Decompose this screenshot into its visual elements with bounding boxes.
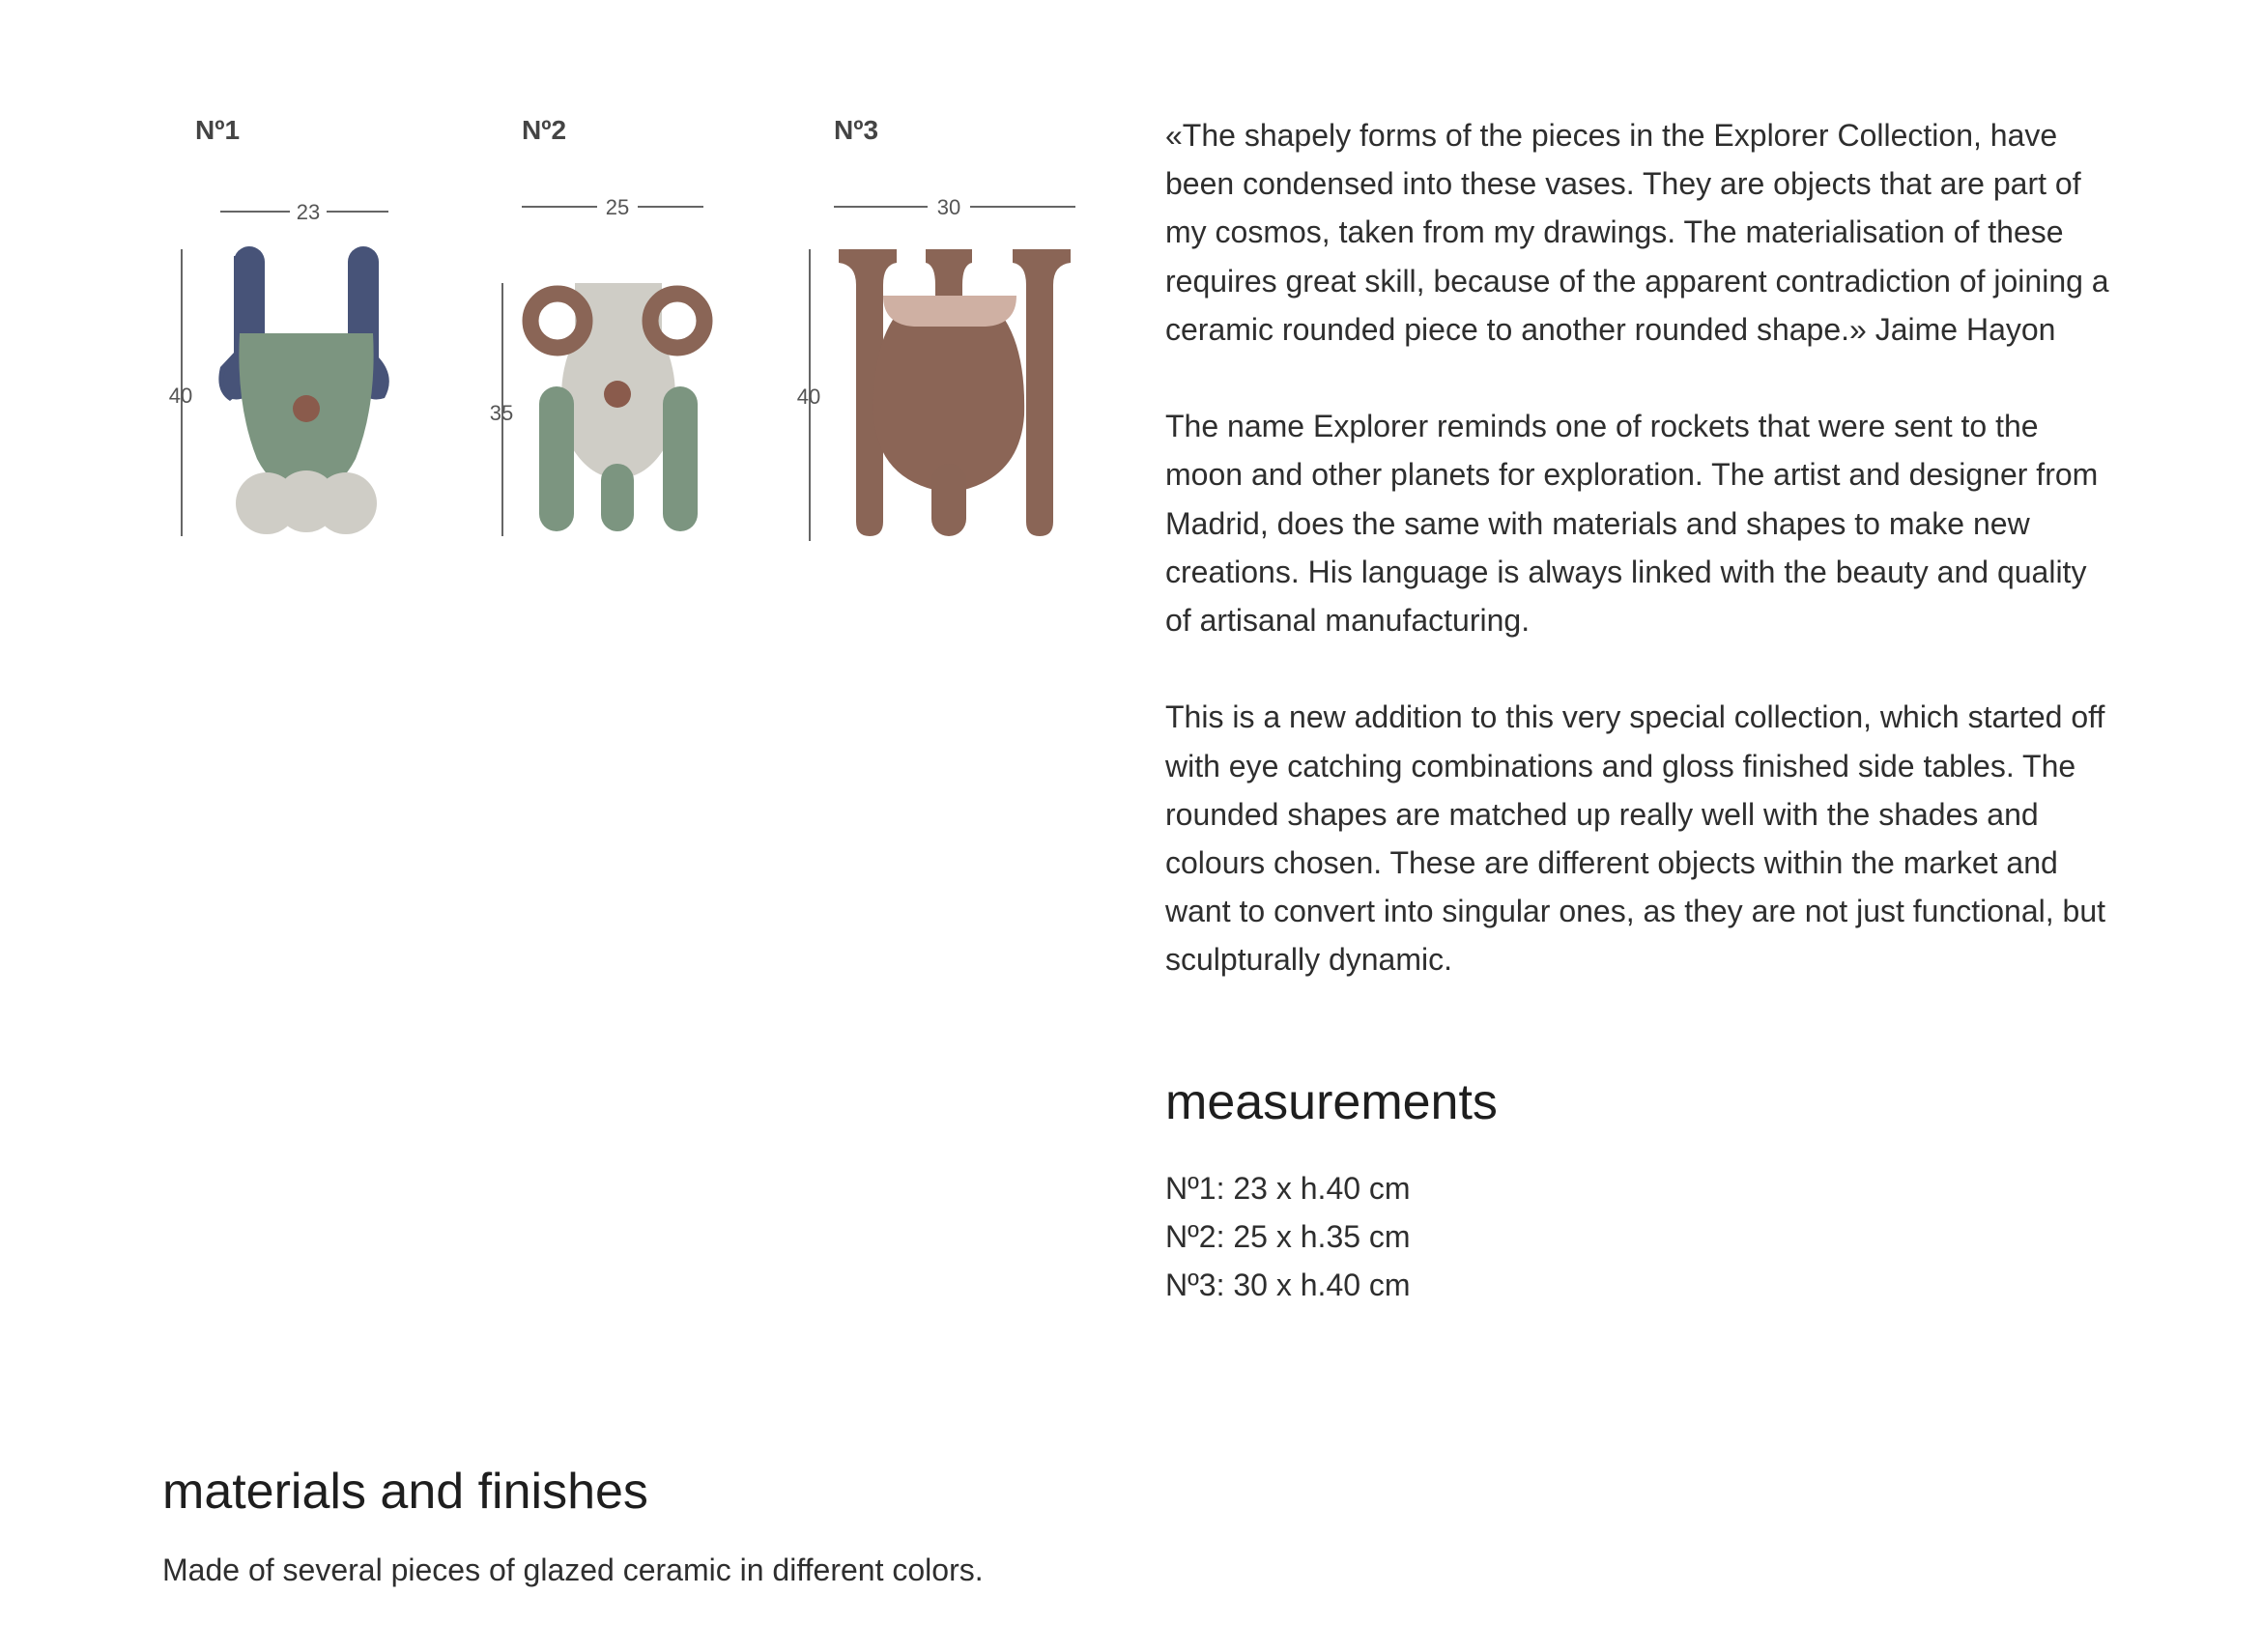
- vase-2-label: Nº2: [522, 115, 567, 145]
- description-paragraph: This is a new addition to this very special collection, which started off with eye catching combinations and gloss finished side tables. The rounded shapes are matched up really well with the shades and colours chosen. These are different objects within the market and want to convert into singular ones, as they are not just functional, but sculpturally dynamic.: [1165, 699, 2106, 978]
- vase-dimensions-diagram: [145, 97, 1111, 560]
- vase-1-width-label: 23: [296, 200, 321, 224]
- vase-3-width-label: 30: [936, 195, 961, 219]
- vase-3-drawing: [797, 115, 1075, 541]
- vase-1-dot: [293, 395, 320, 422]
- measurement-item: Nº2: 25 x h.35 cm: [1165, 1219, 1411, 1255]
- vase-2-height-label: 35: [489, 401, 514, 425]
- vase-2-right-leg: [663, 386, 698, 531]
- measurement-item: Nº1: 23 x h.40 cm: [1165, 1171, 1411, 1206]
- vase-3-lid: [883, 296, 1016, 327]
- vase-1-label: Nº1: [195, 115, 241, 145]
- vase-2-drawing: [490, 115, 704, 536]
- measurements-section: [1165, 1068, 2112, 1310]
- description-paragraph: The name Explorer reminds one of rockets that were sent to the moon and other planets for exploration. The artist and designer from Madrid, does the same with materials and shapes to make new creations. His language is always linked with the beauty and quality of artisanal manufacturing.: [1165, 409, 2099, 639]
- materials-text: Made of several pieces of glazed ceramic in different colors.: [162, 1552, 984, 1587]
- vase-3-label: Nº3: [834, 115, 879, 145]
- vase-2-right-ring: [650, 294, 704, 348]
- vase-1-base-right: [315, 472, 377, 534]
- product-description: [1165, 111, 2112, 1033]
- measurements-heading: measurements: [1165, 1074, 1498, 1130]
- description-paragraph: «The shapely forms of the pieces in the Explorer Collection, have been condensed into these vases. They are objects that are part of my cosmos, taken from my drawings. The materialisation of these requires great skill, because of the apparent contradiction of joining a ceramic rounded piece to another rounded shape.» Jaime Hayon: [1165, 118, 2109, 347]
- vase-2-left-ring: [530, 294, 585, 348]
- measurements-list: [1165, 1164, 2112, 1310]
- vase-2-width-label: 25: [605, 195, 630, 219]
- vase-1-drawing: [169, 115, 389, 536]
- vase-3-height-label: 40: [796, 385, 821, 409]
- vase-2-dot: [604, 381, 631, 408]
- measurement-item: Nº3: 30 x h.40 cm: [1165, 1267, 1411, 1303]
- vase-2-left-leg: [539, 386, 574, 531]
- vase-2-center-leg: [601, 464, 634, 531]
- materials-heading: materials and finishes: [162, 1464, 648, 1520]
- materials-section: [162, 1457, 1322, 1594]
- vase-3-foot: [931, 464, 966, 536]
- vase-1-height-label: 40: [168, 384, 193, 408]
